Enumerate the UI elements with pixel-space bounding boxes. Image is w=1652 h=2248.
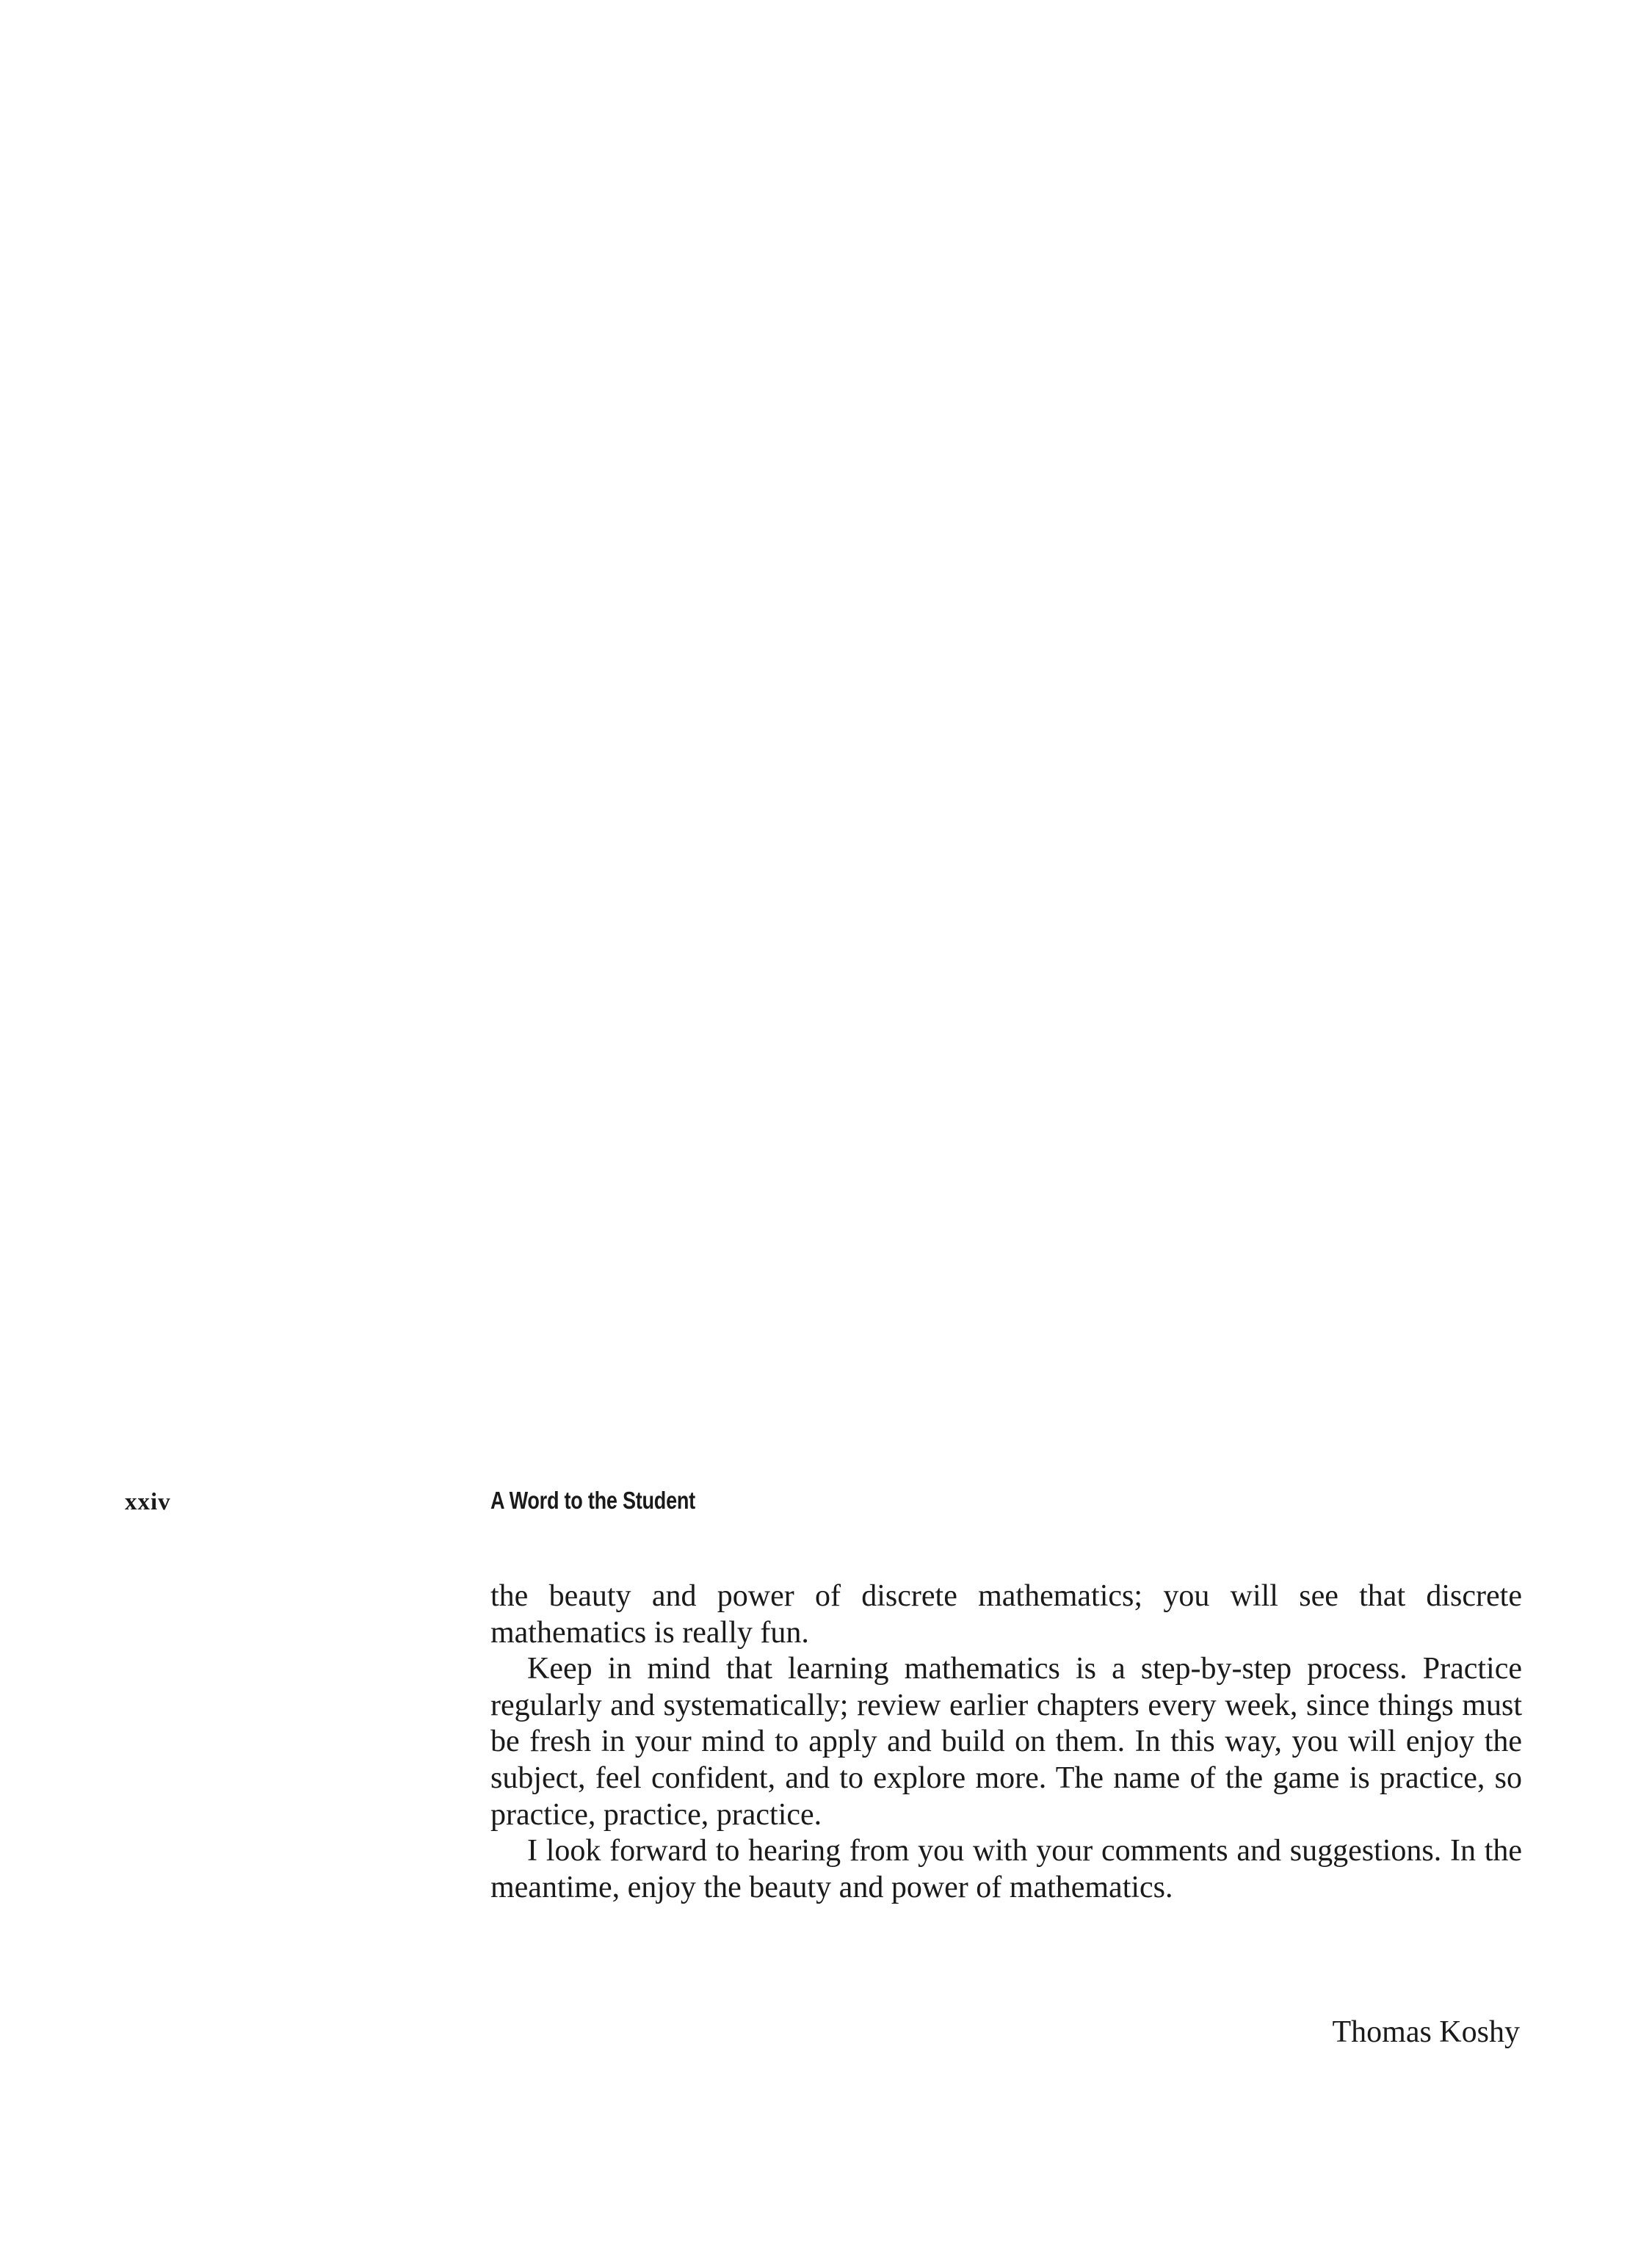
running-head-title: A Word to the Student xyxy=(490,1487,695,1514)
paragraph-continuation: the beauty and power of discrete mathematics; you will see that discrete mathematics is really fun. xyxy=(490,1579,1522,1650)
body-text xyxy=(490,1578,1522,1906)
author-signature: Thomas Koshy xyxy=(1332,2015,1520,2049)
page-number: xxiv xyxy=(125,1489,171,1515)
paragraph-closing: I look forward to hearing from you with your comments and suggestions. In the meantime, enjoy the beauty and power of mathematics. xyxy=(490,1834,1522,1904)
paragraph-practice: Keep in mind that learning mathematics is a step-by-step process. Practice regularly and systematically; review earlier chapters every week, since things must be fresh in your mind to apply and build on them. In this way, you will enjoy the subject, feel confident, and to explore more. The name of the game is practice, so practice, practice, practice. xyxy=(490,1652,1522,1832)
